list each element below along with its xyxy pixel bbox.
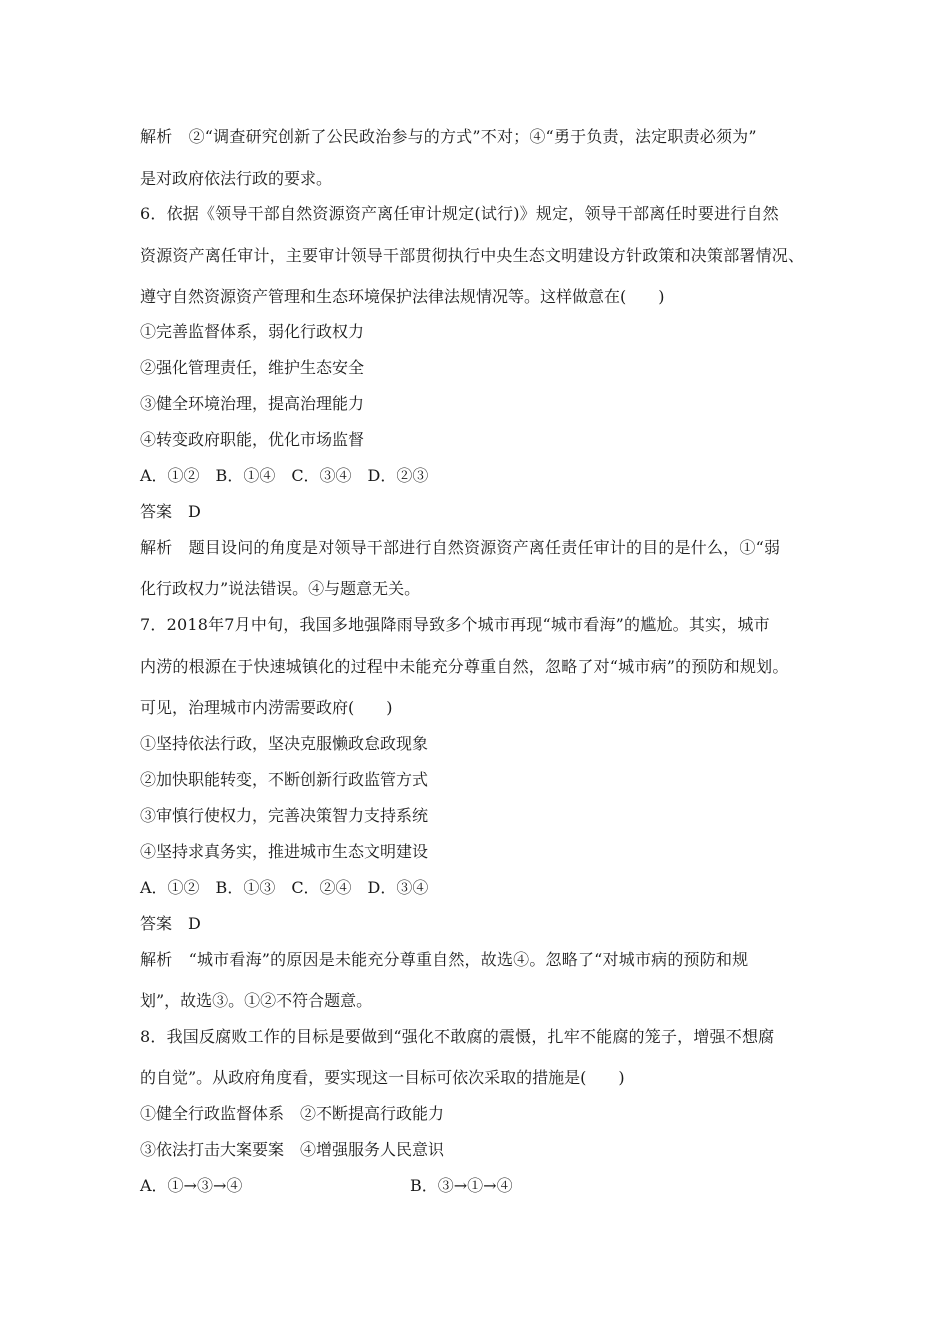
question-8-option-a: A．①→③→④ <box>140 1176 243 1195</box>
question-7-stem-line-2: 内涝的根源在于快速城镇化的过程中未能充分尊重自然，忽略了对“城市病”的预防和规划。 <box>140 657 789 676</box>
question-6-choices: A．①② B．①④ C．③④ D．②③ <box>140 466 429 485</box>
question-8-stem-line-2: 的自觉”。从政府角度看，要实现这一目标可依次采取的措施是( ) <box>140 1068 625 1087</box>
analysis-7-line-1: 解析 “城市看海”的原因是未能充分尊重自然，故选④。忽略了“对城市病的预防和规 <box>140 950 749 969</box>
question-6-stem-line-1: 6．依据《领导干部自然资源资产离任审计规定(试行)》规定，领导干部离任时要进行自然 <box>140 204 779 223</box>
question-7-stem-line-1: 7．2018年7月中旬，我国多地强降雨导致多个城市再现“城市看海”的尴尬。其实，城市 <box>140 615 770 634</box>
question-7-answer: 答案 D <box>140 914 201 933</box>
question-6-answer: 答案 D <box>140 502 201 521</box>
analysis-6-line-1: 解析 题目设问的角度是对领导干部进行自然资源资产离任责任审计的目的是什么，①“弱 <box>140 538 781 557</box>
question-7-choices: A．①② B．①③ C．②④ D．③④ <box>140 878 429 897</box>
question-6-stem-line-2: 资源资产离任审计，主要审计领导干部贯彻执行中央生态文明建设方针政策和决策部署情况、 <box>140 246 805 265</box>
question-6-statement-1: ①完善监督体系，弱化行政权力 <box>140 322 365 341</box>
question-7-stem-line-3: 可见，治理城市内涝需要政府( ) <box>140 698 393 717</box>
analysis-7-line-2: 划”，故选③。①②不符合题意。 <box>140 991 373 1010</box>
question-8-statements-row-2: ③依法打击大案要案 ④增强服务人民意识 <box>140 1140 445 1159</box>
question-8-option-b: B．③→①→④ <box>410 1176 513 1195</box>
analysis-6-line-2: 化行政权力”说法错误。④与题意无关。 <box>140 579 421 598</box>
question-8-stem-line-1: 8．我国反腐败工作的目标是要做到“强化不敢腐的震慑，扎牢不能腐的笼子，增强不想腐 <box>140 1027 775 1046</box>
question-6-statement-3: ③健全环境治理，提高治理能力 <box>140 394 365 413</box>
question-7-statement-3: ③审慎行使权力，完善决策智力支持系统 <box>140 806 429 825</box>
question-7-statement-2: ②加快职能转变，不断创新行政监管方式 <box>140 770 429 789</box>
analysis-5-line-2: 是对政府依法行政的要求。 <box>140 169 333 188</box>
question-8-statements-row-1: ①健全行政监督体系 ②不断提高行政能力 <box>140 1104 445 1123</box>
question-6-statement-2: ②强化管理责任，维护生态安全 <box>140 358 365 377</box>
question-6-statement-4: ④转变政府职能，优化市场监督 <box>140 430 365 449</box>
question-7-statement-1: ①坚持依法行政，坚决克服懒政怠政现象 <box>140 734 429 753</box>
question-7-statement-4: ④坚持求真务实，推进城市生态文明建设 <box>140 842 429 861</box>
question-6-stem-line-3: 遵守自然资源资产管理和生态环境保护法律法规情况等。这样做意在( ) <box>140 287 665 306</box>
analysis-5-line-1: 解析 ②“调查研究创新了公民政治参与的方式”不对；④“勇于负责，法定职责必须为” <box>140 127 757 146</box>
